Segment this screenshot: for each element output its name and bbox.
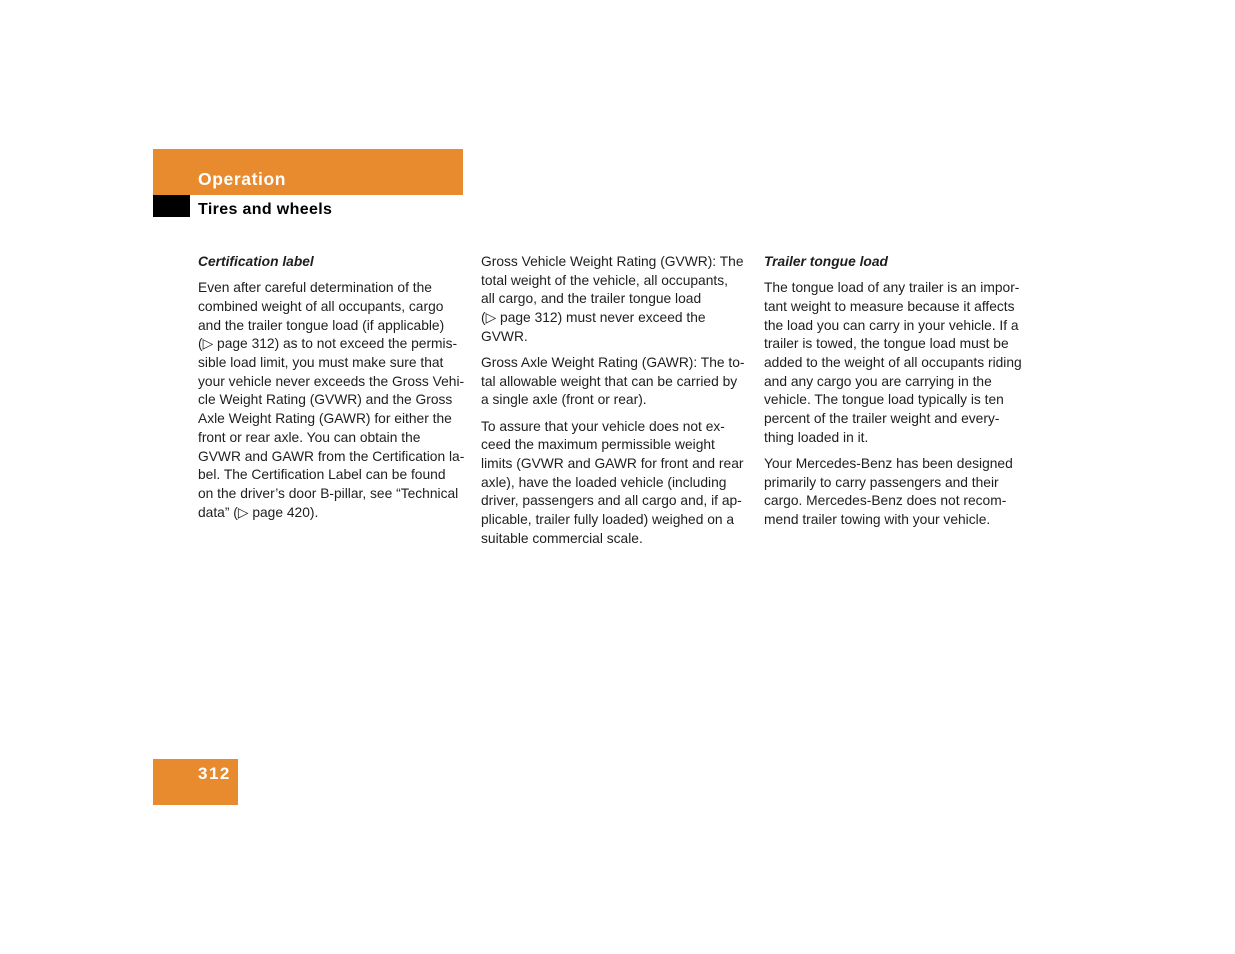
paragraph-line: Even after careful determination of the [198,280,432,296]
paragraph-line: added to the weight of all occupants riding [764,355,1022,371]
paragraph-line: your vehicle never exceeds the Gross Vehi- [198,373,465,389]
gawr-paragraph [481,354,749,410]
tongue-load-paragraph [764,279,1032,447]
paragraph-line: Your Mercedes-Benz has been designed [764,456,1013,472]
heading-text: Trailer tongue load [764,254,888,269]
paragraph-line: The tongue load of any trailer is an impor- [764,280,1020,296]
paragraph-line: tant weight to measure because it affects [764,298,1015,314]
subsection-marker [153,195,190,217]
paragraph-line: axle), have the loaded vehicle (including [481,474,727,490]
section-title: Operation [198,169,287,189]
middle-column [481,253,749,556]
paragraph-line: driver, passengers and all cargo and, if ap- [481,493,742,509]
weighing-paragraph [481,418,749,549]
paragraph-line: mend trailer towing with your vehicle. [764,512,991,528]
paragraph-line: on the driver’s door B-pillar, see “Technical [198,485,459,501]
paragraph-line: thing loaded in it. [764,429,869,445]
paragraph-line: suitable commercial scale. [481,530,643,546]
paragraph-line: GVWR. [481,328,528,344]
subsection-title: Tires and wheels [198,201,333,218]
paragraph-line: trailer is towed, the tongue load must be [764,336,1009,352]
paragraph-line: GVWR and GAWR from the Certification la- [198,448,465,464]
trailer-tongue-load-heading [764,253,1032,272]
paragraph-line: tal allowable weight that can be carried by [481,373,738,389]
paragraph-line: plicable, trailer fully loaded) weighed on a [481,512,735,528]
page-number: 312 [198,764,231,783]
paragraph-line: limits (GVWR and GAWR for front and rear [481,456,744,472]
certification-label-heading [198,253,466,272]
paragraph-line: To assure that your vehicle does not ex- [481,418,725,434]
towing-notice-paragraph [764,455,1032,530]
paragraph-line: the load you can carry in your vehicle. If a [764,317,1019,333]
certification-label-paragraph [198,279,466,522]
paragraph-line: Gross Axle Weight Rating (GAWR): The to- [481,355,745,371]
paragraph-line: bel. The Certification Label can be found [198,467,446,483]
paragraph-line: and the trailer tongue load (if applicable) [198,317,445,333]
paragraph-line: ceed the maximum permissible weight [481,437,715,453]
left-column [198,253,466,530]
paragraph-line: total weight of the vehicle, all occupants, [481,272,728,288]
heading-text: Certification label [198,254,314,269]
paragraph-line: front or rear axle. You can obtain the [198,429,421,445]
paragraph-line: data” (▷ page 420). [198,504,319,520]
right-column [764,253,1032,537]
paragraph-line: vehicle. The tongue load typically is ten [764,392,1004,408]
paragraph-line: primarily to carry passengers and their [764,474,999,490]
paragraph-line: all cargo, and the trailer tongue load [481,291,702,307]
paragraph-line: and any cargo you are carrying in the [764,373,992,389]
paragraph-line: cargo. Mercedes-Benz does not recom- [764,493,1007,509]
paragraph-line: Gross Vehicle Weight Rating (GVWR): The [481,254,744,269]
paragraph-line: (▷ page 312) must never exceed the [481,310,706,326]
paragraph-line: sible load limit, you must make sure that [198,355,444,371]
gvwr-paragraph [481,253,749,347]
paragraph-line: cle Weight Rating (GVWR) and the Gross [198,392,453,408]
paragraph-line: combined weight of all occupants, cargo [198,298,444,314]
paragraph-line: (▷ page 312) as to not exceed the permis- [198,336,458,352]
paragraph-line: percent of the trailer weight and every- [764,411,1000,427]
paragraph-line: Axle Weight Rating (GAWR) for either the [198,411,452,427]
paragraph-line: a single axle (front or rear). [481,392,647,408]
